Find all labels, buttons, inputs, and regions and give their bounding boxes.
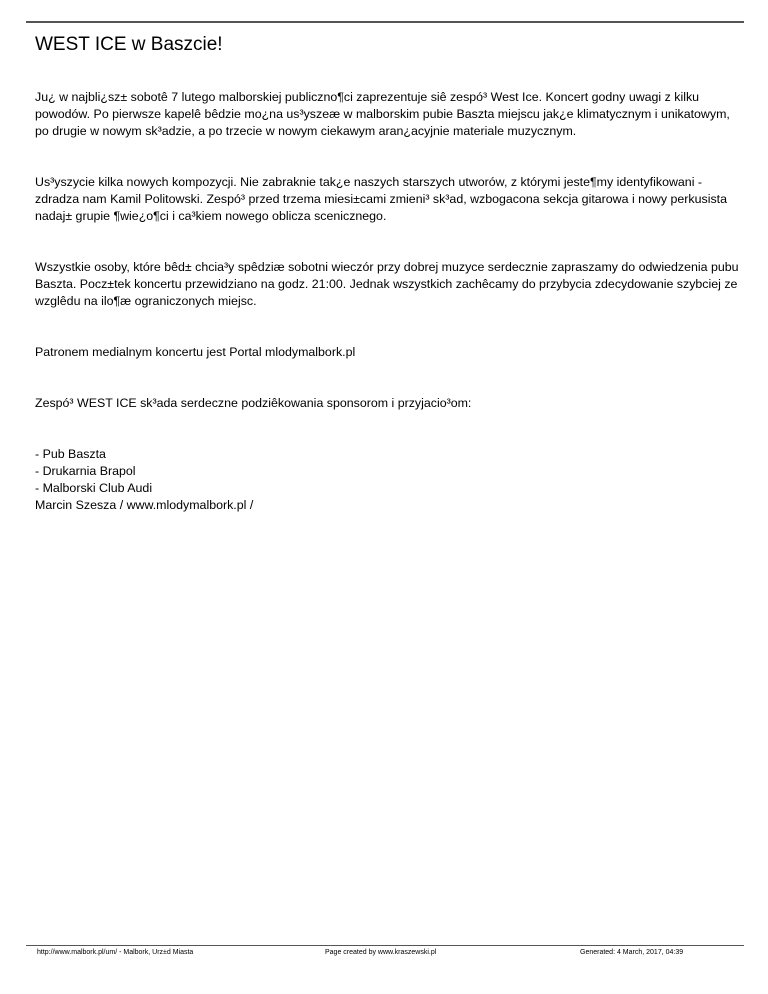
article-title: WEST ICE w Baszcie! (35, 34, 223, 55)
list-item: - Pub Baszta (35, 447, 106, 461)
list-item: - Malborski Club Audi (35, 481, 153, 495)
author-signature: Marcin Szesza / www.mlodymalbork.pl / (35, 498, 254, 512)
footer-credit: Page created by www.kraszewski.pl (325, 949, 437, 956)
paragraph-media-patron: Patronem medialnym koncertu jest Portal mlodymalbork.pl (35, 345, 356, 359)
footer-generated-date: Generated: 4 March, 2017, 04:39 (580, 949, 684, 956)
article-body (35, 89, 745, 514)
paragraph-intro: Ju¿ w najbli¿sz± sobotê 7 lutego malborskiej publiczno¶ci zaprezentuje siê zespó³ West Ice. Koncert godny uwagi z kilku powodów. Po pierwsze kapelê bêdzie mo¿na us³yszeæ w malborskim pubie Baszta miejscu jak¿e klimatycznym i unikatowym, po drugie w nowym sk³adzie, a po trzecie w nowym ciekawym aran¿acyjnie materiale muzycznym. (35, 90, 730, 138)
paragraph-invitation: Wszystkie osoby, które bêd± chcia³y spêdziæ sobotni wieczór przy dobrej muzyce serdecznie zapraszamy do odwiedzenia pubu Baszta. Pocz±tek koncertu przewidziano na godz. 21:00. Jednak wszystkich zachêcamy do przybycia zdecydowanie szybciej ze wzglêdu na ilo¶æ ograniczonych miejsc. (35, 260, 739, 308)
footer-divider (26, 945, 744, 946)
paragraph-thanks: Zespó³ WEST ICE sk³ada serdeczne podziêkowania sponsorom i przyjacio³om: (35, 396, 472, 410)
list-item: - Drukarnia Brapol (35, 464, 136, 478)
footer-source-url: http://www.malbork.pl/um/ - Malbork, Urz±d Miasta (37, 949, 194, 956)
sponsor-list (35, 446, 745, 514)
top-divider (26, 21, 744, 23)
paragraph-new-songs: Us³yszycie kilka nowych kompozycji. Nie zabraknie tak¿e naszych starszych utworów, z którymi jeste¶my identyfikowani - zdradza nam Kamil Politowski. Zespó³ przed trzema miesi±cami zmieni³ sk³ad, wzbogacona sekcja gitarowa i nowy perkusista nadaj± grupie ¶wie¿o¶ci i ca³kiem nowego oblicza scenicznego. (35, 175, 727, 223)
